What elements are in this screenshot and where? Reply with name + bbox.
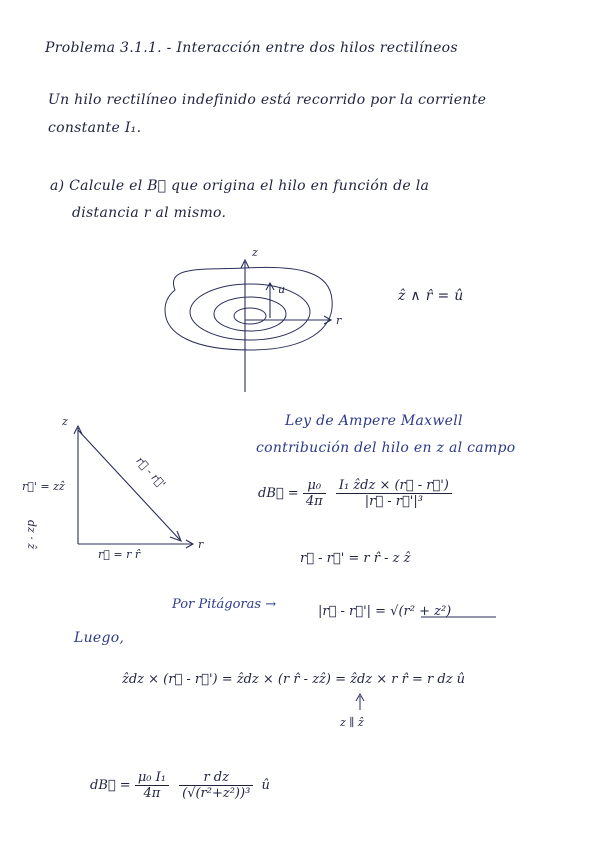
statement-line-2: constante I₁. — [48, 120, 142, 136]
figure1-u-label: u — [278, 283, 286, 296]
final-eq-lhs: dB⃗ = — [90, 778, 131, 793]
figure1-r-label: r — [336, 314, 342, 327]
figure2-base-label: r⃗ = r r̂ — [98, 548, 141, 561]
eq-dB-coef-den: 4π — [305, 494, 323, 509]
eq-dB-lhs: dB⃗ = — [258, 486, 299, 501]
pythagoras-eq: |r⃗ - r⃗'| = √(r² + z²) — [318, 604, 452, 619]
figure1-z-label: z — [252, 246, 258, 259]
parallel-note: z ∥ ẑ — [340, 716, 364, 729]
figure1-field-lines — [165, 267, 332, 350]
final-frac-den: (√(r²+z²))³ — [182, 786, 251, 801]
cross-product-eq: ẑdz × (r⃗ - r⃗') = ẑdz × (r r̂ - zẑ) = ẑdz × r r̂ = r dz û — [122, 672, 466, 687]
final-eq — [90, 770, 270, 801]
figure2-hyp-label: r⃗ - r⃗' — [133, 454, 169, 491]
figure2-vertical-label: r⃗' = zẑ — [22, 480, 65, 493]
pythagoras-label: Por Pitágoras → — [172, 597, 277, 612]
figure2-z-label: z — [62, 415, 68, 428]
statement-line-1: Un hilo rectilíneo indefinido está recorrido por la corriente — [48, 92, 487, 108]
figure2-triangle — [74, 426, 193, 548]
parallel-arrow — [356, 694, 364, 710]
eq-dB — [258, 478, 452, 509]
final-unit: û — [261, 778, 270, 793]
final-coef-num: μ₀ I₁ — [135, 770, 169, 786]
part-a-line-1: a) Calcule el B⃗ que origina el hilo en función de la — [50, 178, 430, 194]
eq-dB-frac-den: |r⃗ - r⃗'|³ — [364, 494, 423, 509]
eq-dB-frac-num: I₁ ẑdz × (r⃗ - r⃗') — [336, 478, 452, 494]
eq-dB-coef-num: μ₀ — [303, 478, 326, 494]
luego-text: Luego, — [74, 630, 125, 646]
final-frac-num: r dz — [179, 770, 253, 786]
final-frac — [179, 770, 253, 801]
figure1-relation: ẑ ∧ r̂ = û — [398, 288, 464, 304]
eq-dB-frac — [336, 478, 452, 509]
part-a-line-2: distancia r al mismo. — [72, 205, 227, 221]
final-coef-den: 4π — [143, 786, 161, 801]
figure2-side-label: dz · ẑ — [25, 520, 38, 550]
figure2-r-label: r — [198, 538, 204, 551]
page-title: Problema 3.1.1. - Interacción entre dos hilos rectilíneos — [45, 40, 458, 56]
final-coef — [135, 770, 169, 801]
law-line-1: Ley de Ampere Maxwell — [285, 413, 463, 429]
figure1-axes — [241, 260, 331, 392]
eq-dB-coef — [303, 478, 326, 509]
eq-difference: r⃗ - r⃗' = r r̂ - z ẑ — [300, 551, 411, 566]
law-line-2: contribución del hilo en z al campo — [256, 440, 516, 456]
